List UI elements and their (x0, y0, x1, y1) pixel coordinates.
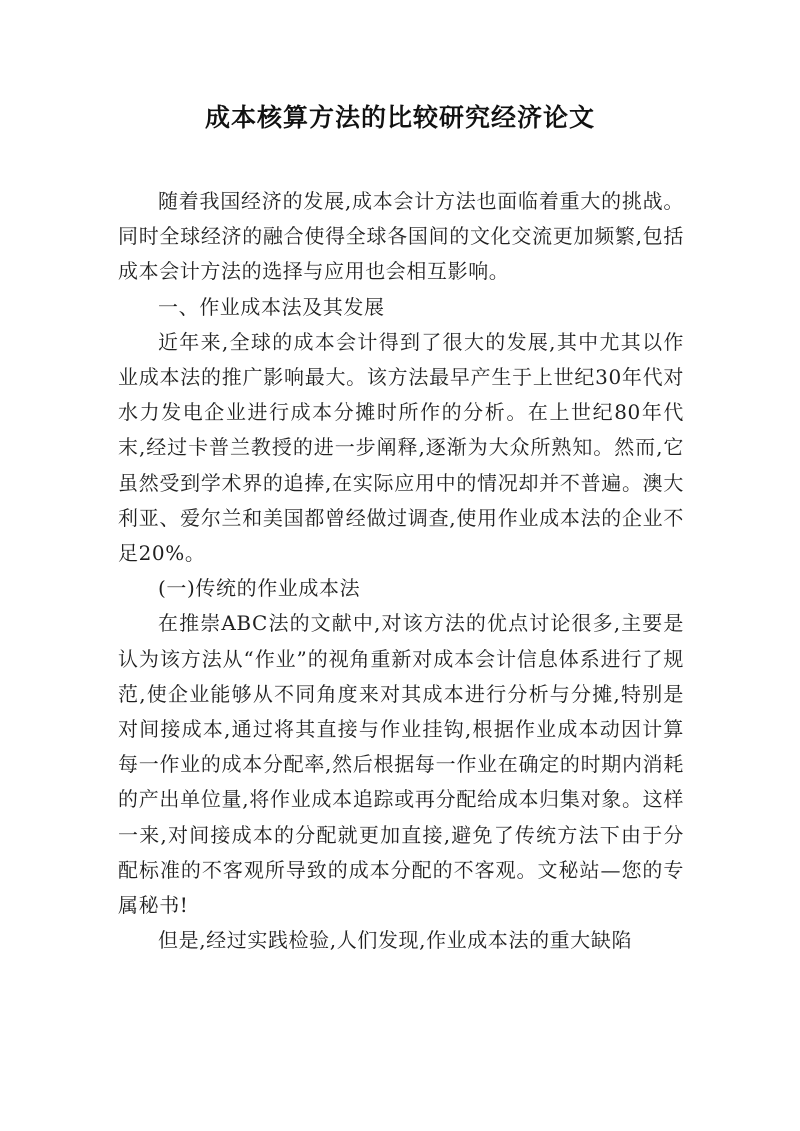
document-body (118, 184, 684, 958)
subsection-heading-1: (一)传统的作业成本法 (158, 576, 361, 601)
paragraph-abc-development: 近年来,全球的成本会计得到了很大的发展,其中尤其以作业成本法的推广影响最大。该方法最早产生于上世纪30年代对水力发电企业进行成本分摊时所作的分析。在上世纪80年代末,经过卡普兰教授的进一步阐释,逐渐为大众所熟知。然而,它虽然受到学术界的追捧,在实际应用中的情况却并不普遍。澳大利亚、爱尔兰和美国都曾经做过调查,使用作业成本法的企业不足20%。 (118, 329, 684, 566)
paragraph-defects: 但是,经过实践检验,人们发现,作业成本法的重大缺陷 (158, 928, 633, 953)
document-title: 成本核算方法的比较研究经济论文 (204, 103, 595, 132)
paragraph-traditional-abc: 在推崇ABC法的文献中,对该方法的优点讨论很多,主要是认为该方法从“作业”的视角重新对成本会计信息体系进行了规范,使企业能够从不同角度来对其成本进行分析与分摊,特别是对间接成本,通过将其直接与作业挂钩,根据作业成本动因计算每一作业的成本分配率,然后根据每一作业在确定的时期内消耗的产出单位量,将作业成本追踪或再分配给成本归集对象。这样一来,对间接成本的分配就更加直接,避免了传统方法下由于分配标准的不客观所导致的成本分配的不客观。文秘站—您的专属秘书! (118, 611, 684, 918)
section-heading-1: 一、作业成本法及其发展 (158, 294, 385, 319)
paragraph-intro: 随着我国经济的发展,成本会计方法也面临着重大的挑战。同时全球经济的融合使得全球各国间的文化交流更加频繁,包括成本会计方法的选择与应用也会相互影响。 (118, 189, 684, 284)
